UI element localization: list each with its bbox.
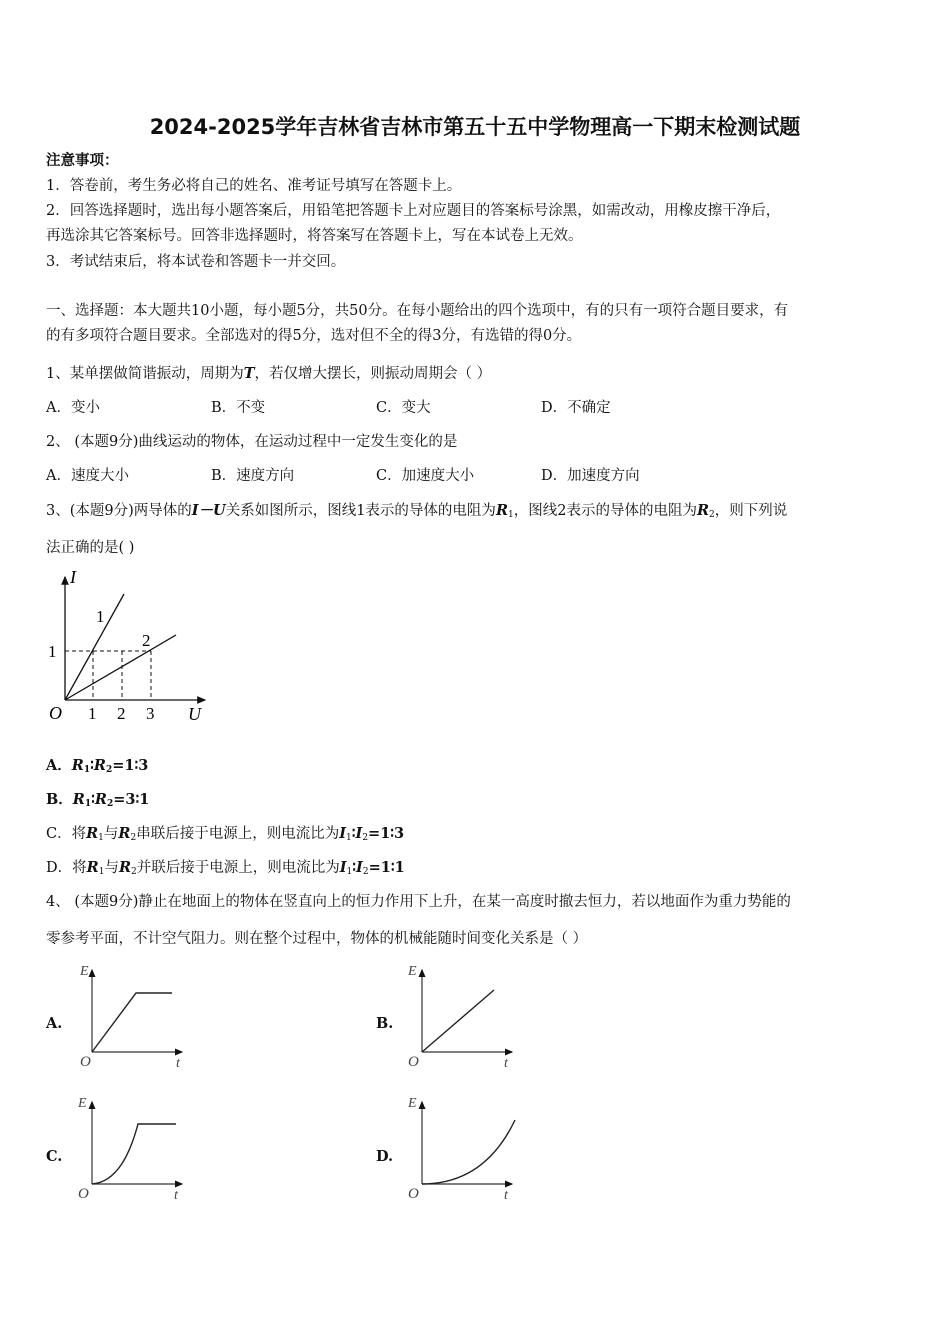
q3d-suffix: =1∶1 <box>368 859 405 876</box>
notice-item-2-line-1: 2．回答选择题时，选出每小题答案后，用铅笔把答题卡上对应题目的答案标号涂黑，如需改动，用橡皮擦干净后， <box>46 203 781 219</box>
notice-item-1: 1．答卷前，考生务必将自己的姓名、准考证号填写在答题卡上。 <box>46 178 462 194</box>
graph-a-origin: O <box>80 1054 91 1070</box>
q3-var-iu: I－U <box>191 502 226 519</box>
iu-x-tick-1: 1 <box>88 704 97 723</box>
iu-x-tick-3: 3 <box>146 704 155 723</box>
section-1-intro-line-2: 的有多项符合题目要求。全部选对的得5分，选对但不全的得3分，有选错的得0分。 <box>46 328 582 344</box>
question-2-option-b[interactable]: B．速度方向 <box>211 468 295 484</box>
q3b-r1-sub: 1 <box>84 799 92 809</box>
q3c-join: 与 <box>103 826 119 842</box>
q3d-i1: I <box>339 859 347 876</box>
question-4-stem-line-2: 零参考平面，不计空气阻力。则在整个过程中，物体的机械能随时间变化关系是（ ） <box>46 931 588 947</box>
q3c-i2-sub: 2 <box>362 833 369 843</box>
iu-x-tick-2: 2 <box>117 704 126 723</box>
q3a-mid: ∶ <box>90 757 94 774</box>
question-4-stem-line-1: 4、 (本题9分)静止在地面上的物体在竖直向上的恒力作用下上升，在某一高度时撤去恒力，若以地面作为重力势能的 <box>46 894 791 910</box>
question-1-stem <box>46 365 491 383</box>
question-3-option-c[interactable] <box>46 825 404 847</box>
q3d-text: 并联后接于电源上，则电流比为 <box>136 860 340 876</box>
q3b-r2: R <box>94 791 107 808</box>
graph-a-x-label: t <box>176 1056 180 1071</box>
q3-var-r2: R <box>696 502 710 519</box>
question-3-option-a[interactable] <box>46 757 148 779</box>
graph-d-x-label: t <box>504 1188 508 1203</box>
graph-d-y-label: E <box>408 1096 417 1111</box>
graph-c-x-label: t <box>174 1188 178 1203</box>
question-1-option-a[interactable]: A．变小 <box>46 400 100 416</box>
q3b-r2-sub: 2 <box>106 799 114 809</box>
q3a-r2-sub: 2 <box>105 765 113 775</box>
q3b-prefix: B． <box>46 791 73 808</box>
graph-a[interactable] <box>72 960 192 1072</box>
question-4-option-d-label[interactable]: D. <box>376 1148 394 1165</box>
question-3-stem-line-1 <box>46 502 787 524</box>
q3-var-r1: R <box>495 502 508 519</box>
iu-x-label: U <box>188 704 201 724</box>
q3d-i2-sub: 2 <box>362 867 369 877</box>
q3a-r2: R <box>93 757 106 774</box>
question-2-option-c[interactable]: C．加速度大小 <box>376 468 475 484</box>
q3-line1-a: 3、(本题9分)两导体的 <box>46 503 192 519</box>
q3a-r1: R <box>71 757 84 774</box>
q3-line1-d: ，则下列说 <box>714 503 788 519</box>
iu-line-1-label: 1 <box>96 607 105 626</box>
graph-d-curve <box>422 1120 515 1184</box>
question-1-option-d[interactable]: D．不确定 <box>541 400 611 416</box>
question-3-option-b[interactable] <box>46 791 149 813</box>
question-4-option-a-label[interactable]: A. <box>46 1015 63 1032</box>
q3d-i1-sub: 1 <box>346 867 353 877</box>
q3d-r1-sub: 1 <box>98 867 105 877</box>
iu-y-tick-1: 1 <box>48 642 57 661</box>
q3d-prefix: D．将 <box>46 860 87 876</box>
q3-sub-2: 2 <box>709 510 715 520</box>
question-1-option-c[interactable]: C．变大 <box>376 400 431 416</box>
question-1-text-b: ，若仅增大摆长，则振动周期会（ ） <box>254 366 492 382</box>
q3c-i1: I <box>339 825 346 842</box>
q3b-suffix: =3∶1 <box>113 791 150 808</box>
q3d-i2: I <box>356 859 363 876</box>
q3c-r1-sub: 1 <box>98 833 104 843</box>
q3-line1-b: 关系如图所示，图线1表示的导体的电阻为 <box>225 503 496 519</box>
question-2-option-d[interactable]: D．加速度方向 <box>541 468 640 484</box>
q3a-r1-sub: 1 <box>83 765 91 775</box>
graph-b[interactable] <box>402 960 522 1072</box>
graph-d[interactable] <box>402 1094 522 1206</box>
q3d-r1: R <box>86 859 99 876</box>
graph-b-x-label: t <box>504 1056 508 1071</box>
q3c-mid: ∶ <box>351 825 356 842</box>
q3c-prefix: C．将 <box>46 826 87 842</box>
question-4-option-b-label[interactable]: B. <box>376 1015 394 1032</box>
q3c-text: 串联后接于电源上，则电流比为 <box>136 826 340 842</box>
graph-d-origin: O <box>408 1186 419 1202</box>
question-3-stem-line-2: 法正确的是( ) <box>46 540 135 556</box>
question-2-stem: 2、 (本题9分)曲线运动的物体，在运动过程中一定发生变化的是 <box>46 434 458 450</box>
q3c-i1-sub: 1 <box>346 833 352 843</box>
iu-graph <box>40 565 220 730</box>
notice-item-3: 3．考试结束后，将本试卷和答题卡一并交回。 <box>46 254 346 270</box>
graph-a-y-label: E <box>80 964 89 979</box>
graph-c-origin: O <box>78 1186 89 1202</box>
graph-c[interactable] <box>72 1094 192 1206</box>
q3d-r2: R <box>118 859 131 876</box>
notice-heading: 注意事项： <box>46 152 119 169</box>
q3d-r2-sub: 2 <box>131 867 137 877</box>
iu-line-1 <box>65 594 124 700</box>
page-title: 2024-2025学年吉林省吉林市第五十五中学物理高一下期末检测试题 <box>149 115 801 139</box>
graph-c-y-label: E <box>78 1096 87 1111</box>
graph-b-y-label: E <box>408 964 417 979</box>
q3c-i2: I <box>355 825 363 842</box>
graph-b-origin: O <box>408 1054 419 1070</box>
q3c-r2-sub: 2 <box>130 833 137 843</box>
q3-sub-1: 1 <box>508 510 514 520</box>
q3b-mid: ∶ <box>91 791 95 808</box>
iu-line-2-label: 2 <box>142 631 151 650</box>
q3a-suffix: =1∶3 <box>112 757 149 774</box>
question-1-var-t: T <box>243 365 255 382</box>
q3c-r1: R <box>86 825 99 842</box>
question-4-option-c-label[interactable]: C. <box>46 1148 63 1165</box>
iu-line-2 <box>65 635 176 700</box>
iu-y-label: I <box>70 567 76 587</box>
question-3-option-d[interactable] <box>46 859 405 881</box>
graph-b-curve <box>422 990 494 1052</box>
q3c-r2: R <box>118 825 131 842</box>
graph-c-curve <box>92 1124 176 1184</box>
graph-a-curve <box>92 993 172 1052</box>
q3-line1-c: ，图线2表示的导体的电阻为 <box>513 503 697 519</box>
question-2-option-a[interactable]: A．速度大小 <box>46 468 129 484</box>
q3c-suffix: =1∶3 <box>368 825 405 842</box>
q3d-join: 与 <box>104 860 119 876</box>
section-1-intro-line-1: 一、选择题：本大题共10小题，每小题5分，共50分。在每小题给出的四个选项中，有的只有一项符合题目要求，有 <box>46 303 789 319</box>
question-1-option-b[interactable]: B．不变 <box>211 400 266 416</box>
q3a-prefix: A． <box>46 757 72 774</box>
q3b-r1: R <box>72 791 85 808</box>
iu-origin-label: O <box>49 703 62 723</box>
question-1-text-a: 1、某单摆做简谐振动，周期为 <box>46 366 244 382</box>
q3d-mid: ∶ <box>352 859 357 876</box>
notice-item-2-line-2: 再选涂其它答案标号。回答非选择题时，将答案写在答题卡上，写在本试卷上无效。 <box>46 228 583 244</box>
